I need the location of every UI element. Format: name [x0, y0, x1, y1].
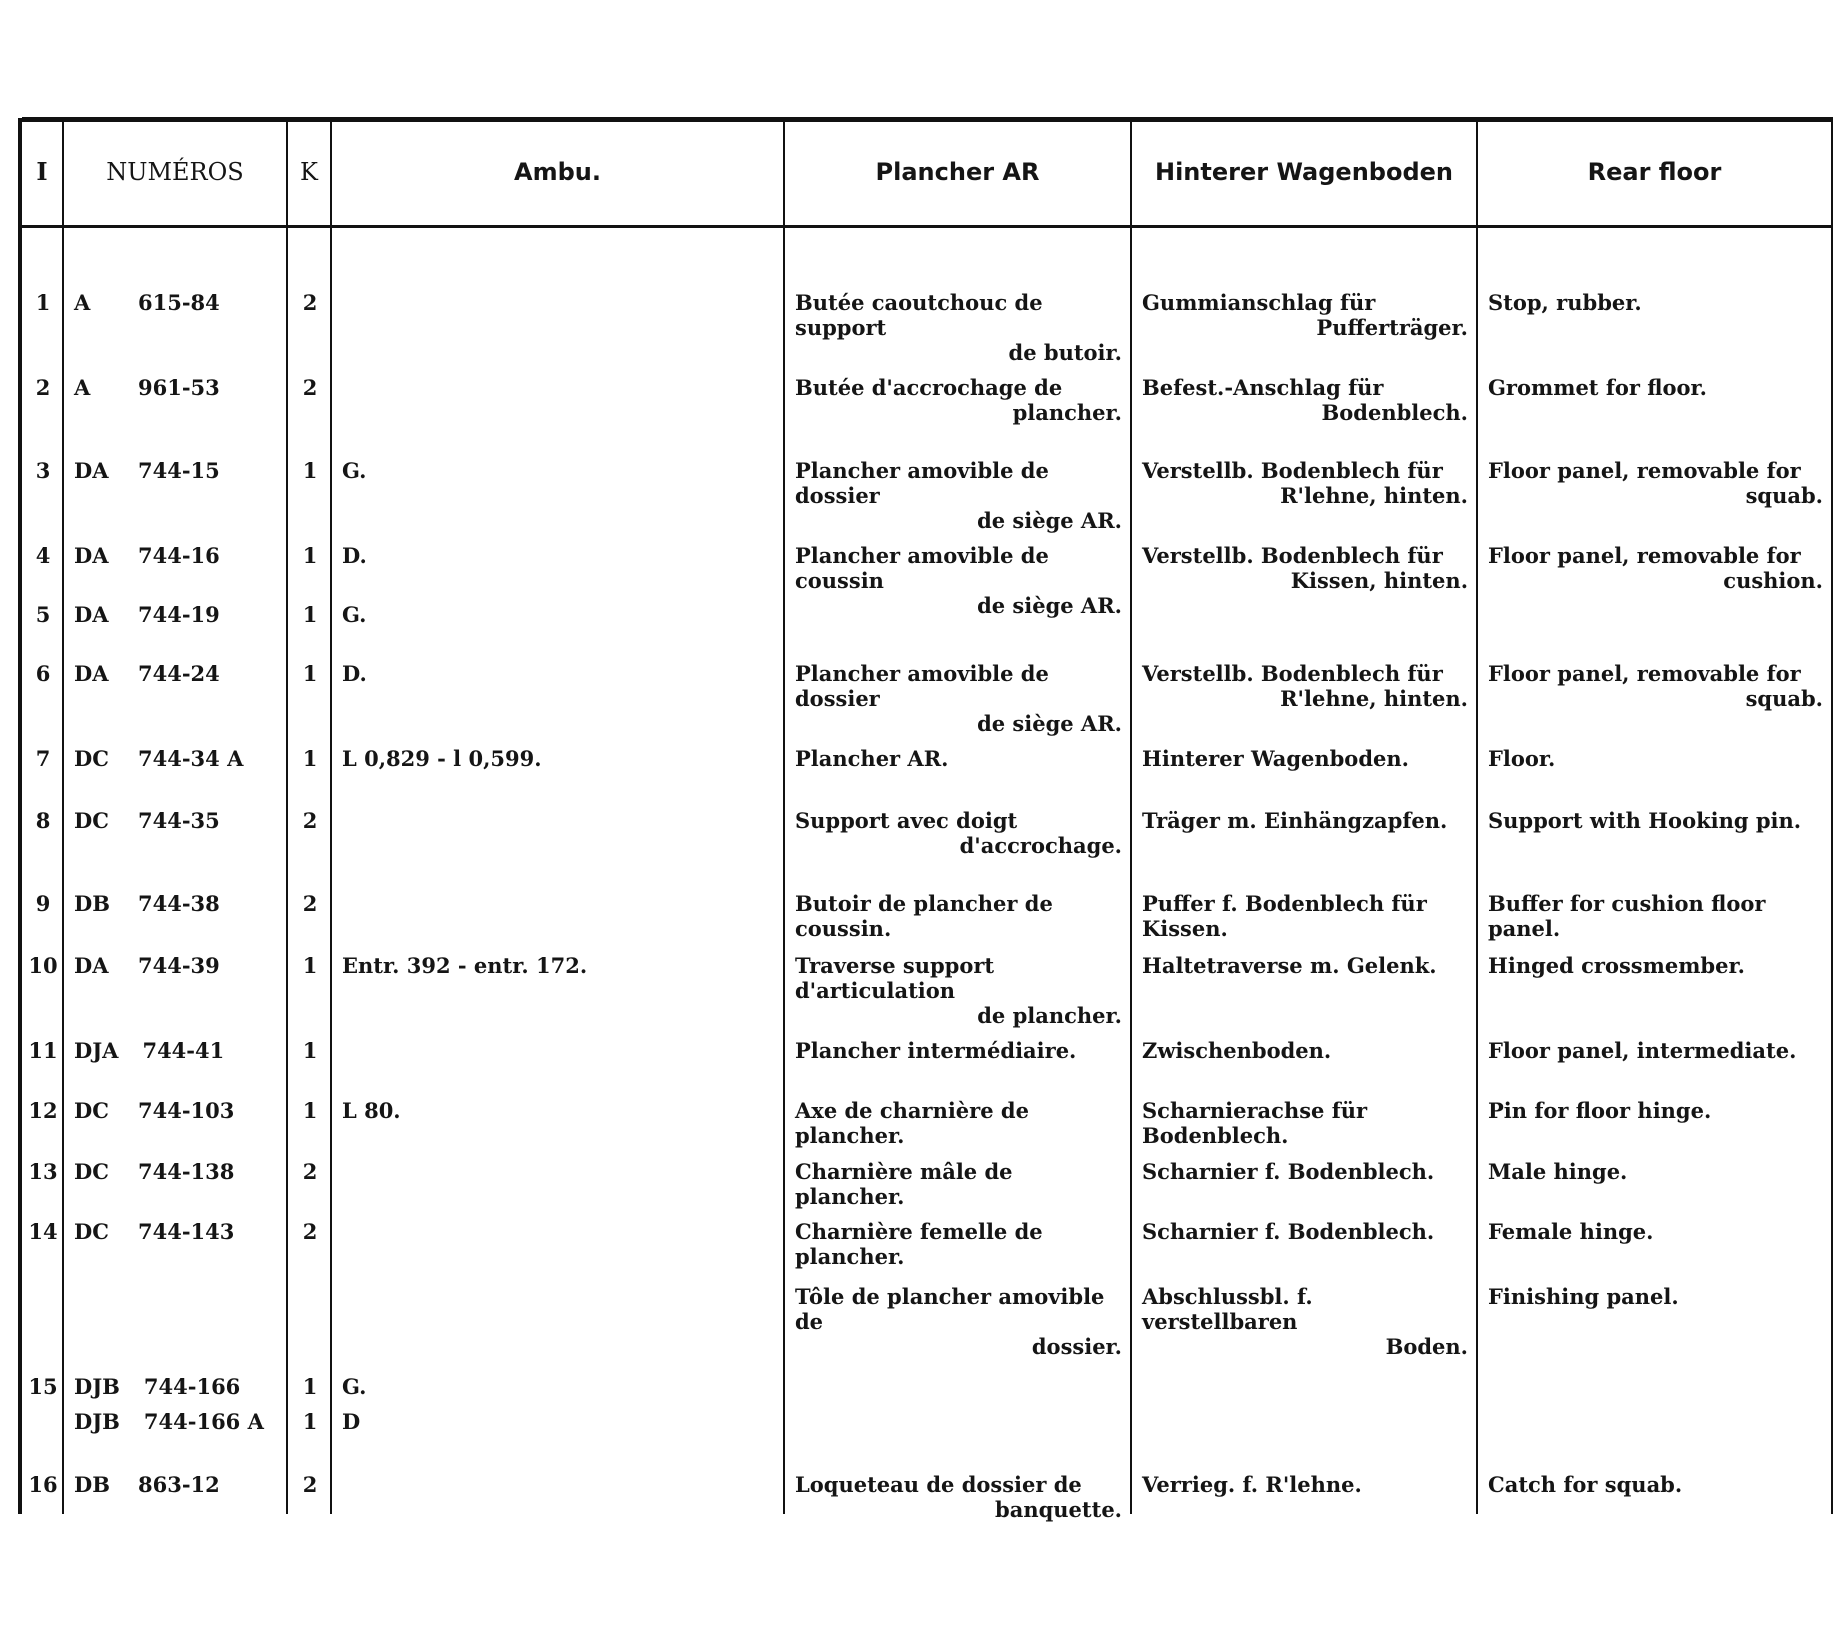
quantity-k: 1	[302, 458, 318, 483]
description-german	[1132, 746, 1478, 771]
description-english-line-1: Floor panel, removable for	[1488, 661, 1801, 686]
description-german-line-2: Bodenblech.	[1321, 400, 1468, 425]
table-row	[22, 1284, 1833, 1359]
quantity-k: 1	[302, 1098, 318, 1123]
row-index	[22, 1284, 64, 1359]
description-french-line-1: Plancher intermédiaire.	[795, 1038, 1077, 1063]
description-english	[1478, 290, 1833, 365]
description-english	[1478, 953, 1833, 1028]
description-french-line-2: d'accrochage.	[959, 833, 1122, 858]
table-row	[22, 746, 1833, 771]
description-english	[1478, 891, 1833, 941]
part-prefix: DJB	[74, 1409, 120, 1434]
table-row	[22, 290, 1833, 365]
description-french-line-2: banquette.	[995, 1497, 1122, 1522]
description-german-line-2: Pufferträger.	[1316, 315, 1468, 340]
description-french	[785, 458, 1132, 533]
header-german: Hinterer Wagenboden	[1132, 118, 1478, 228]
part-prefix: DC	[74, 1159, 109, 1184]
description-french-line-1: Plancher amovible de dossier	[795, 661, 1049, 711]
description-english	[1478, 375, 1833, 425]
row-index: 10	[28, 953, 58, 978]
description-german	[1132, 1472, 1478, 1522]
row-index: 12	[28, 1098, 58, 1123]
part-number	[64, 1098, 288, 1148]
table-row	[22, 891, 1833, 941]
ambu-note: D	[342, 1409, 361, 1434]
part-code: 744-24	[138, 661, 220, 686]
description-french	[785, 602, 1132, 627]
description-german-line-1: Scharnierachse für Bodenblech.	[1142, 1098, 1368, 1148]
part-code: 744-41	[142, 1038, 225, 1063]
ambu-note	[332, 891, 785, 941]
description-english	[1478, 808, 1833, 858]
row-index: 6	[35, 661, 51, 686]
row-index: 15	[28, 1374, 58, 1399]
part-code: 744-166	[143, 1374, 241, 1399]
description-english	[1478, 1038, 1833, 1063]
part-number	[64, 1284, 288, 1359]
description-english-line-1: Catch for squab.	[1488, 1472, 1683, 1497]
row-index: 1	[35, 290, 51, 315]
description-german-line-1: Scharnier f. Bodenblech.	[1142, 1219, 1435, 1244]
quantity-k: 2	[302, 1219, 318, 1244]
ambu-note	[332, 1159, 785, 1209]
part-number	[64, 1038, 288, 1063]
table-row	[22, 1374, 1833, 1399]
description-french	[785, 375, 1132, 425]
description-german	[1132, 1284, 1478, 1359]
row-index: 3	[35, 458, 51, 483]
quantity-k: 1	[302, 602, 318, 627]
row-index: 2	[35, 375, 51, 400]
description-german	[1132, 953, 1478, 1028]
part-code: 961-53	[138, 375, 220, 400]
description-german	[1132, 808, 1478, 858]
ambu-note	[332, 290, 785, 365]
part-code: 744-138	[138, 1159, 235, 1184]
description-french-line-2: de butoir.	[1008, 340, 1122, 365]
ambu-note	[332, 808, 785, 858]
part-prefix: DB	[74, 891, 110, 916]
ambu-note	[332, 1472, 785, 1522]
description-german	[1132, 290, 1478, 365]
description-german-line-1: Befest.-Anschlag für	[1142, 375, 1384, 400]
quantity-k: 1	[302, 953, 318, 978]
description-french	[785, 1374, 1132, 1399]
part-prefix: DB	[74, 1472, 110, 1497]
description-german-line-1: Zwischenboden.	[1142, 1038, 1332, 1063]
description-english-line-1: Support with Hooking pin.	[1488, 808, 1802, 833]
part-prefix: DJA	[74, 1038, 119, 1063]
header-ambu: Ambu.	[332, 118, 785, 228]
row-index: 7	[35, 746, 51, 771]
description-french-line-1: Charnière femelle de plancher.	[795, 1219, 1043, 1269]
header-english: Rear floor	[1478, 118, 1833, 228]
part-prefix: DA	[74, 953, 109, 978]
description-french-line-2: de siège AR.	[977, 508, 1122, 533]
description-german-line-1: Haltetraverse m. Gelenk.	[1142, 953, 1437, 978]
table-row	[22, 1472, 1833, 1522]
description-french-line-1: Plancher amovible de dossier	[795, 458, 1049, 508]
description-french-line-1: Butoir de plancher de coussin.	[795, 891, 1053, 941]
description-german	[1132, 891, 1478, 941]
part-number	[64, 661, 288, 736]
description-german-line-1: Verstellb. Bodenblech für	[1142, 543, 1443, 568]
ambu-note: Entr. 392 - entr. 172.	[342, 953, 588, 978]
description-english-line-1: Floor panel, removable for	[1488, 458, 1801, 483]
part-number	[64, 891, 288, 941]
description-german	[1132, 1409, 1478, 1434]
quantity-k: 2	[302, 808, 318, 833]
row-index: 16	[28, 1472, 58, 1497]
part-code: 744-16	[138, 543, 220, 568]
description-french-line-2: de siège AR.	[977, 711, 1122, 736]
description-french	[785, 953, 1132, 1028]
table-row	[22, 602, 1833, 627]
quantity-k: 2	[302, 891, 318, 916]
description-french	[785, 1159, 1132, 1209]
description-german-line-1: Puffer f. Bodenblech für Kissen.	[1142, 891, 1427, 941]
description-english	[1478, 1098, 1833, 1148]
description-german-line-1: Hinterer Wagenboden.	[1142, 746, 1409, 771]
description-german	[1132, 661, 1478, 736]
part-code: 615-84	[138, 290, 220, 315]
description-german-line-2: R'lehne, hinten.	[1280, 686, 1468, 711]
part-code: 744-19	[138, 602, 220, 627]
ambu-note	[332, 1038, 785, 1063]
part-code: 744-143	[138, 1219, 235, 1244]
description-english	[1478, 602, 1833, 627]
part-number	[64, 1159, 288, 1209]
quantity-k: 2	[302, 375, 318, 400]
description-german	[1132, 375, 1478, 425]
description-english-line-1: Floor panel, removable for	[1488, 543, 1801, 568]
table-row	[22, 1219, 1833, 1269]
quantity-k: 2	[302, 290, 318, 315]
table-row	[22, 808, 1833, 858]
part-number	[64, 1472, 288, 1522]
part-number	[64, 1409, 288, 1434]
quantity-k: 1	[302, 661, 318, 686]
description-english-line-2: squab.	[1745, 686, 1823, 711]
part-prefix	[74, 1284, 114, 1359]
part-code: 744-15	[138, 458, 220, 483]
table-row	[22, 458, 1833, 533]
part-code: 744-35	[138, 808, 220, 833]
part-prefix: DC	[74, 746, 109, 771]
description-french-line-1: Charnière mâle de plancher.	[795, 1159, 1013, 1209]
description-english	[1478, 1409, 1833, 1434]
description-french-line-1: Plancher AR.	[795, 746, 949, 771]
description-french-line-1: Traverse support d'articulation	[795, 953, 995, 1003]
ambu-note: G.	[342, 1374, 367, 1399]
description-french	[785, 1472, 1132, 1522]
description-german	[1132, 1219, 1478, 1269]
part-prefix: DC	[74, 808, 109, 833]
description-english-line-1: Pin for floor hinge.	[1488, 1098, 1712, 1123]
quantity-k: 2	[302, 1472, 318, 1497]
ambu-note: G.	[342, 602, 367, 627]
description-english-line-1: Hinged crossmember.	[1488, 953, 1745, 978]
description-french-line-2: de plancher.	[977, 1003, 1122, 1028]
row-index: 11	[28, 1038, 58, 1063]
table-row	[22, 661, 1833, 736]
part-number	[64, 602, 288, 627]
part-prefix: DA	[74, 458, 109, 483]
part-prefix: DC	[74, 1219, 109, 1244]
part-code: 863-12	[138, 1472, 220, 1497]
description-english	[1478, 746, 1833, 771]
description-english-line-1: Buffer for cushion floor panel.	[1488, 891, 1766, 941]
ambu-note	[332, 1219, 785, 1269]
row-index: 8	[35, 808, 51, 833]
quantity-k: 1	[302, 1409, 318, 1434]
description-french	[785, 290, 1132, 365]
header-numbers: NUMÉROS	[64, 118, 288, 228]
description-english-line-1: Finishing panel.	[1488, 1284, 1679, 1309]
part-number	[64, 808, 288, 858]
description-english-line-1: Stop, rubber.	[1488, 290, 1642, 315]
quantity-k: 1	[302, 746, 318, 771]
description-german-line-1: Träger m. Einhängzapfen.	[1142, 808, 1448, 833]
description-german-line-2: R'lehne, hinten.	[1280, 483, 1468, 508]
description-english-line-1: Male hinge.	[1488, 1159, 1628, 1184]
description-german	[1132, 458, 1478, 533]
row-index: 13	[28, 1159, 58, 1184]
description-french-line-1: Axe de charnière de plancher.	[795, 1098, 1029, 1148]
description-french-line-1: Butée d'accrochage de	[795, 375, 1063, 400]
description-french	[785, 1219, 1132, 1269]
header-index: I	[18, 118, 64, 228]
description-german	[1132, 1159, 1478, 1209]
table-row	[22, 1098, 1833, 1148]
description-french	[785, 746, 1132, 771]
description-french-line-2: plancher.	[1012, 400, 1122, 425]
header-french: Plancher AR	[785, 118, 1132, 228]
ambu-note: L 0,829 - l 0,599.	[342, 746, 542, 771]
description-german-line-2: Kissen, hinten.	[1290, 568, 1468, 593]
description-french	[785, 1098, 1132, 1148]
description-french-line-1: Support avec doigt	[795, 808, 1018, 833]
description-french-line-2: dossier.	[1031, 1334, 1122, 1359]
quantity-k	[288, 1284, 332, 1359]
ambu-note	[332, 1284, 785, 1359]
description-german-line-1: Gummianschlag für	[1142, 290, 1376, 315]
quantity-k: 2	[302, 1159, 318, 1184]
description-french-line-1: Loqueteau de dossier de	[795, 1472, 1082, 1497]
description-english-line-2: cushion.	[1723, 568, 1823, 593]
header-k: K	[288, 118, 332, 228]
description-german	[1132, 1374, 1478, 1399]
quantity-k: 1	[302, 1038, 318, 1063]
part-number	[64, 1219, 288, 1269]
ambu-note	[332, 375, 785, 425]
description-french	[785, 891, 1132, 941]
ambu-note: L 80.	[342, 1098, 401, 1123]
description-german-line-1: Scharnier f. Bodenblech.	[1142, 1159, 1435, 1184]
description-french-line-2: de siège AR.	[977, 593, 1122, 618]
table-row	[22, 1409, 1833, 1434]
description-french	[785, 808, 1132, 858]
part-prefix: DA	[74, 602, 109, 627]
description-french-line-1: Tôle de plancher amovible de	[795, 1284, 1105, 1334]
description-english-line-1: Floor panel, intermediate.	[1488, 1038, 1797, 1063]
description-german-line-1: Abschlussbl. f. verstellbaren	[1142, 1284, 1313, 1334]
description-english	[1478, 1159, 1833, 1209]
description-english	[1478, 1374, 1833, 1399]
table-row	[22, 375, 1833, 425]
description-french	[785, 1409, 1132, 1434]
row-index: 14	[28, 1219, 58, 1244]
description-german	[1132, 602, 1478, 627]
description-english	[1478, 1219, 1833, 1269]
part-number	[64, 953, 288, 1028]
part-prefix: DJB	[74, 1374, 120, 1399]
row-index: 5	[35, 602, 51, 627]
part-code: 744-103	[138, 1098, 235, 1123]
description-french	[785, 661, 1132, 736]
row-index: 4	[35, 543, 51, 568]
part-prefix: DA	[74, 543, 109, 568]
description-french-line-1: Plancher amovible de coussin	[795, 543, 1049, 593]
description-english	[1478, 1472, 1833, 1522]
part-code: 744-34 A	[138, 746, 244, 771]
description-german-line-1: Verstellb. Bodenblech für	[1142, 458, 1443, 483]
description-french	[785, 1038, 1132, 1063]
description-english-line-1: Floor.	[1488, 746, 1556, 771]
ambu-note: D.	[342, 661, 367, 686]
part-number	[64, 290, 288, 365]
description-german-line-1: Verrieg. f. R'lehne.	[1142, 1472, 1362, 1497]
part-code: 744-166 A	[143, 1409, 264, 1434]
part-number	[64, 1374, 288, 1399]
description-german-line-1: Verstellb. Bodenblech für	[1142, 661, 1443, 686]
description-english-line-1: Grommet for floor.	[1488, 375, 1707, 400]
part-number	[64, 375, 288, 425]
table-row	[22, 953, 1833, 1028]
description-german	[1132, 1038, 1478, 1063]
ambu-note: D.	[342, 543, 367, 568]
description-german	[1132, 1098, 1478, 1148]
part-code: 744-38	[138, 891, 220, 916]
description-english	[1478, 458, 1833, 533]
description-english-line-2: squab.	[1745, 483, 1823, 508]
description-french-line-1: Butée caoutchouc de support	[795, 290, 1043, 340]
quantity-k: 1	[302, 543, 318, 568]
description-english-line-1: Female hinge.	[1488, 1219, 1654, 1244]
ambu-note: G.	[342, 458, 367, 483]
part-code: 744-39	[138, 953, 220, 978]
part-number	[64, 746, 288, 771]
description-english	[1478, 661, 1833, 736]
part-prefix: A	[74, 375, 91, 400]
part-prefix: A	[74, 290, 91, 315]
table-row	[22, 1159, 1833, 1209]
part-prefix: DA	[74, 661, 109, 686]
part-prefix: DC	[74, 1098, 109, 1123]
row-index: 9	[35, 891, 51, 916]
description-french	[785, 1284, 1132, 1359]
table-row	[22, 1038, 1833, 1063]
quantity-k: 1	[302, 1374, 318, 1399]
description-english	[1478, 1284, 1833, 1359]
part-number	[64, 458, 288, 533]
description-german-line-2: Boden.	[1385, 1334, 1468, 1359]
row-index	[22, 1409, 64, 1434]
